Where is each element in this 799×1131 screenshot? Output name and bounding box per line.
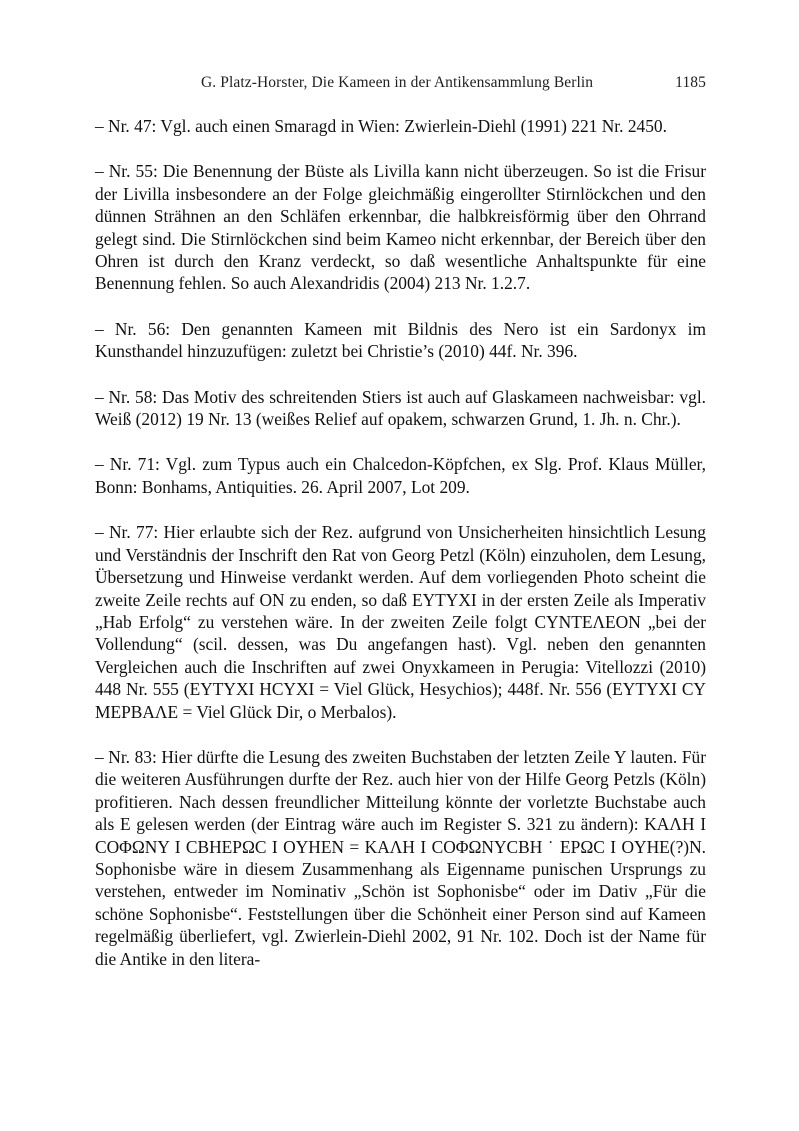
paragraph-nr-83: – Nr. 83: Hier dürfte die Lesung des zweiten Buchstaben der letzten Zeile Y lauten. Für die weiteren Ausführungen durfte der Rez. auch hier von der Hilfe Georg Petzls (Köln) profitieren. Nach dessen freundlicher Mitteilung könnte der vorletzte Buchstabe auch als E gelesen werden (der Eintrag wäre auch im Register S. 321 zu ändern): KAΛH Ι CΟΦΩNY Ι CBHEPΩC Ι OYHEN = KAΛH Ι CΟΦΩNYCBH ˙ EPΩC Ι OYHE(?)N. Sophonisbe wäre in diesem Zusammenhang als Eigenname punischen Ursprungs zu verstehen, entweder im Nominativ „Schön ist Sophonisbe“ oder im Dativ „Für die schöne Sophonisbe“. Feststellungen über die Schönheit einer Person sind auf Kameen regelmäßig überliefert, vgl. Zwierlein-Diehl 2002, 91 Nr. 102. Doch ist der Name für die Antike in den litera- [95,746,706,969]
running-head [95,74,706,94]
paragraph-nr-47: – Nr. 47: Vgl. auch einen Smaragd in Wien: Zwierlein-Diehl (1991) 221 Nr. 2450. [95,116,667,136]
page-number: 1185 [675,74,706,91]
running-title: G. Platz-Horster, Die Kameen in der Antikensammlung Berlin [201,74,594,91]
paragraph-nr-56: – Nr. 56: Den genannten Kameen mit Bildnis des Nero ist ein Sardonyx im Kunsthandel hinzuzufügen: zuletzt bei Christie’s (2010) 44f. Nr. 396. [95,318,706,362]
paragraph-nr-77: – Nr. 77: Hier erlaubte sich der Rez. aufgrund von Unsicherheiten hinsichtlich Lesung und Verständnis der Inschrift den Rat von Georg Petzl (Köln) einzuholen, dem Lesung, Übersetzung und Hinweise verdankt werden. Auf dem vorliegenden Photo scheint die zweite Zeile rechts auf ON zu enden, so daß EYTYXI in der ersten Zeile als Imperativ „Hab Erfolg“ zu verstehen wäre. In der zweiten Zeile folgt CYNTEΛEON „bei der Vollendung“ (scil. dessen, was Du angefangen hast). Vgl. neben den genannten Vergleichen auch die Inschriften auf zwei Onyxkameen in Perugia: Vitellozzi (2010) 448 Nr. 555 (EYTYXI HCYXI = Viel Glück, Hesychios); 448f. Nr. 556 (EYTYXI CY MEPBAΛE = Viel Glück Dir, o Merbalos). [95,522,706,722]
body-text [95,115,706,970]
paragraph-nr-71: – Nr. 71: Vgl. zum Typus auch ein Chalcedon-Köpfchen, ex Slg. Prof. Klaus Müller, Bonn: Bonhams, Antiquities. 26. April 2007, Lot 209. [95,454,706,497]
paragraph-nr-58: – Nr. 58: Das Motiv des schreitenden Stiers ist auch auf Glaskameen nachweisbar: vgl. Weiß (2012) 19 Nr. 13 (weißes Relief auf opakem, schwarzen Grund, 1. Jh. n. Chr.). [95,386,706,430]
page [95,74,706,970]
paragraph-nr-55: – Nr. 55: Die Benennung der Büste als Livilla kann nicht überzeugen. So ist die Frisur der Livilla insbesondere an der Folge gleichmäßig eingerollter Stirnlöckchen und den dünnen Strähnen an den Schläfen erkennbar, die halbkreisförmig über den Ohrrand gelegt sind. Die Stirnlöckchen sind beim Kameo nicht erkennbar, der Bereich über den Ohren ist durch den Kranz verdeckt, so daß wesentliche Anhaltspunkte für eine Benennung fehlen. So auch Alexandridis (2004) 213 Nr. 1.2.7. [95,161,706,294]
